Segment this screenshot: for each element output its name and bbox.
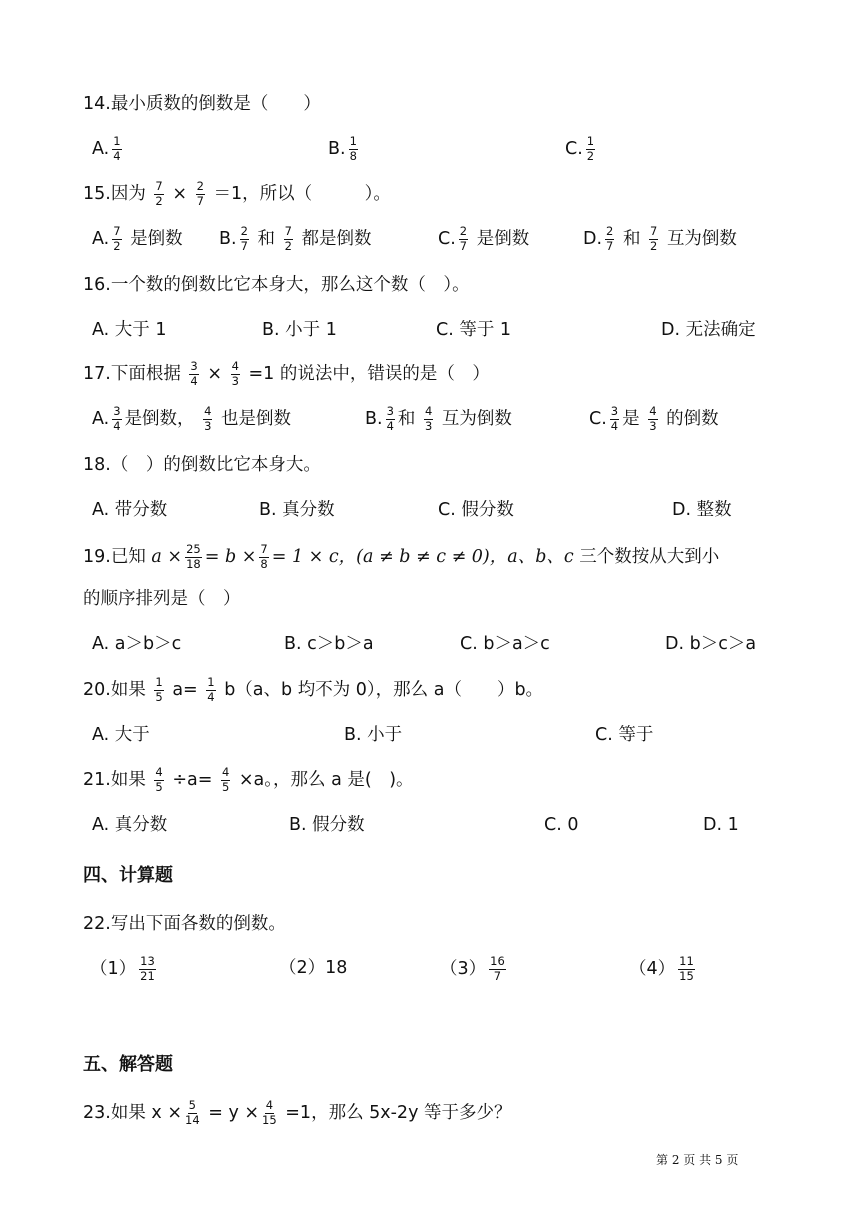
q14-option-a: A. $\frac{1}{4}$	[92, 134, 121, 163]
fraction: $\frac{2}{7}$	[196, 179, 204, 208]
q16-option-d: D. 无法确定	[661, 320, 756, 340]
q19-option-c: C. b＞a＞c	[460, 634, 550, 654]
q18-option-c: C. 假分数	[438, 500, 514, 520]
fraction: $\frac{7}{2}$	[650, 224, 658, 253]
question-14: 14.最小质数的倒数是（ ）	[83, 94, 321, 114]
q14-option-b: B. $\frac{1}{8}$	[328, 134, 357, 163]
fraction: $\frac{4}{3}$	[649, 404, 657, 433]
question-16: 16.一个数的倒数比它本身大，那么这个数（ ）。	[83, 275, 470, 295]
question-18: 18.（ ）的倒数比它本身大。	[83, 455, 321, 475]
q18-option-a: A. 带分数	[92, 500, 168, 520]
q18-option-b: B. 真分数	[259, 500, 335, 520]
q16-option-b: B. 小于 1	[262, 320, 337, 340]
q20-option-b: B. 小于	[344, 725, 403, 745]
q16-option-a: A. 大于 1	[92, 320, 167, 340]
q19-option-b: B. c＞b＞a	[284, 634, 374, 654]
q16-option-c: C. 等于 1	[436, 320, 512, 340]
fraction: $\frac{4}{3}$	[204, 404, 212, 433]
fraction: $\frac{3}{4}$	[610, 404, 619, 433]
fraction: $\frac{7}{2}$	[284, 224, 292, 253]
fraction: $\frac{1}{4}$	[113, 134, 121, 163]
question-20: 20.如果 $\frac{1}{5}$ a= $\frac{1}{4}$ b（a、b 均不为 0），那么 a（ ）b。	[83, 675, 544, 704]
q17-option-c: C. $\frac{3}{4}$ 是 $\frac{4}{3}$ 的倒数	[589, 404, 719, 433]
q22-item-4: （4） $\frac{11}{15}$	[629, 954, 694, 983]
q17-option-b: B. $\frac{3}{4}$ 和 $\frac{4}{3}$ 互为倒数	[365, 404, 512, 433]
q14-option-c: C. $\frac{1}{2}$	[565, 134, 595, 163]
fraction: $\frac{5}{14}$	[185, 1098, 200, 1127]
q22-item-2: （2）18	[279, 958, 348, 978]
q21-option-d: D. 1	[703, 815, 739, 835]
fraction: $\frac{4}{5}$	[221, 765, 230, 794]
fraction: $\frac{2}{7}$	[240, 224, 248, 253]
fraction: $\frac{11}{15}$	[679, 954, 694, 983]
q22-item-3: （3） $\frac{16}{7}$	[440, 954, 505, 983]
fraction: $\frac{3}{4}$	[113, 404, 121, 433]
fraction: $\frac{3}{4}$	[386, 404, 394, 433]
question-17: 17.下面根据 $\frac{3}{4}$ × $\frac{4}{3}$ =1 的说法中，错误的是（ ）	[83, 359, 490, 388]
q21-option-a: A. 真分数	[92, 815, 168, 835]
question-19: 19.已知 a × $\frac{25}{18}$ = b × $\frac{7}{8}$ = 1 × c，(a ≠ b ≠ c ≠ 0)，a、b、c 三个数按从大到小	[83, 542, 720, 571]
q22-item-1: （1） $\frac{13}{21}$	[90, 954, 155, 983]
question-15: 15.因为 $\frac{7}{2}$ × $\frac{2}{7}$ ＝1，所以（ ）。	[83, 179, 391, 208]
q15-option-a: A. $\frac{7}{2}$ 是倒数	[92, 224, 183, 253]
fraction: $\frac{4}{3}$	[231, 359, 239, 388]
fraction: $\frac{7}{2}$	[155, 179, 163, 208]
fraction: $\frac{4}{5}$	[155, 765, 163, 794]
q15-option-c: C. $\frac{2}{7}$ 是倒数	[438, 224, 530, 253]
page-number-footer: 第 2 页 共 5 页	[656, 1153, 739, 1167]
fraction: $\frac{25}{18}$	[186, 542, 201, 571]
fraction: $\frac{13}{21}$	[140, 954, 155, 983]
q19-option-a: A. a＞b＞c	[92, 634, 182, 654]
fraction: $\frac{3}{4}$	[190, 359, 198, 388]
q18-option-d: D. 整数	[672, 500, 732, 520]
fraction: $\frac{4}{3}$	[424, 404, 433, 433]
q19-option-d: D. b＞c＞a	[665, 634, 757, 654]
q15-option-d: D. $\frac{2}{7}$ 和 $\frac{7}{2}$ 互为倒数	[583, 224, 737, 253]
question-22: 22.写出下面各数的倒数。	[83, 914, 286, 934]
section-heading-calculation: 四、计算题	[83, 865, 173, 886]
fraction: $\frac{2}{7}$	[606, 224, 614, 253]
q21-option-b: B. 假分数	[289, 815, 365, 835]
q20-option-a: A. 大于	[92, 725, 150, 745]
fraction: $\frac{7}{2}$	[113, 224, 121, 253]
q21-option-c: C. 0	[544, 815, 579, 835]
question-19-line2: 的顺序排列是（ ）	[83, 589, 241, 609]
fraction: $\frac{2}{7}$	[459, 224, 468, 253]
section-heading-answers: 五、解答题	[83, 1054, 173, 1075]
question-21: 21.如果 $\frac{4}{5}$ ÷a= $\frac{4}{5}$ ×a。，那么 a 是( )。	[83, 765, 414, 794]
q15-option-b: B. $\frac{2}{7}$ 和 $\frac{7}{2}$ 都是倒数	[219, 224, 372, 253]
q20-option-c: C. 等于	[595, 725, 654, 745]
fraction: $\frac{16}{7}$	[490, 954, 505, 983]
fraction: $\frac{1}{8}$	[349, 134, 357, 163]
fraction: $\frac{1}{4}$	[207, 675, 215, 704]
fraction: $\frac{1}{5}$	[155, 675, 163, 704]
q17-option-a: A. $\frac{3}{4}$ 是倒数， $\frac{4}{3}$ 也是倒数	[92, 404, 292, 433]
fraction: $\frac{4}{15}$	[262, 1098, 277, 1127]
fraction: $\frac{1}{2}$	[586, 134, 595, 163]
question-23: 23.如果 x × $\frac{5}{14}$ = y × $\frac{4}{15}$ =1，那么 5x-2y 等于多少？	[83, 1098, 512, 1127]
fraction: $\frac{7}{8}$	[260, 542, 268, 571]
